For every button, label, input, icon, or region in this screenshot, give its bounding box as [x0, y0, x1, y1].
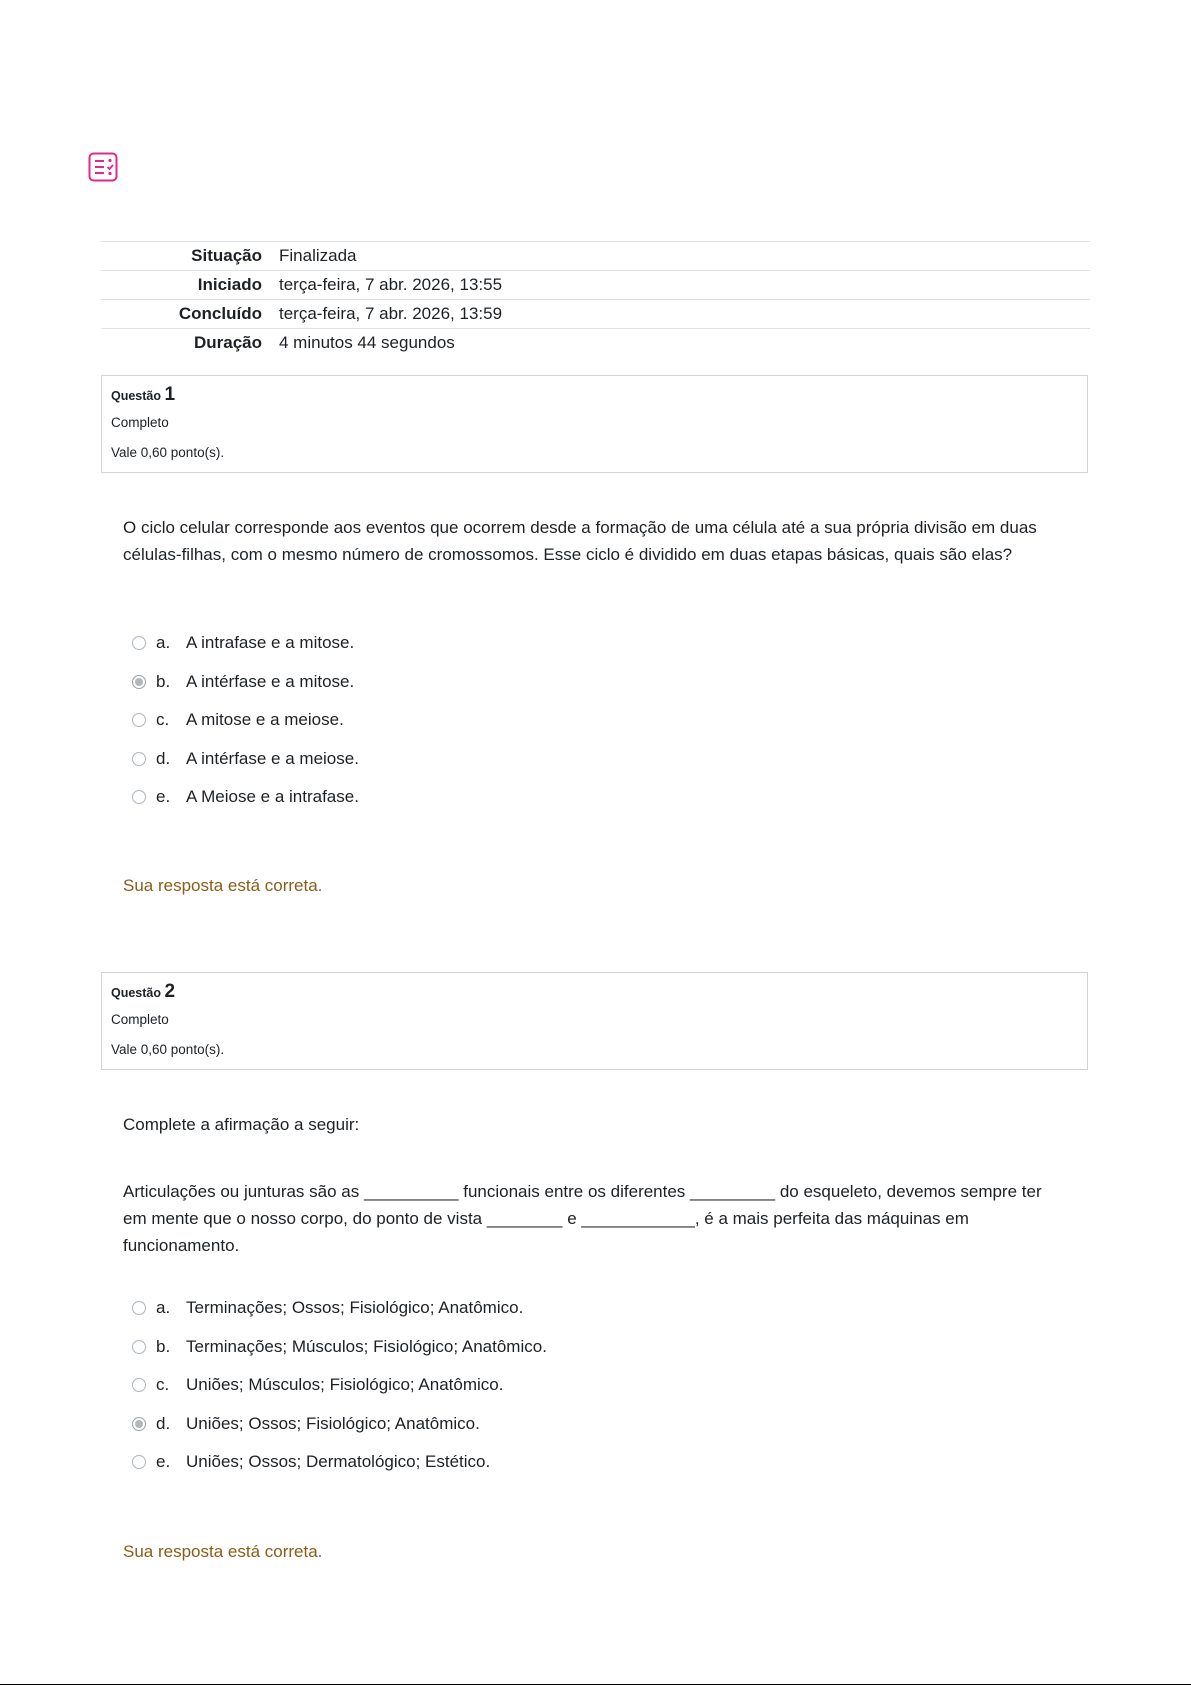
answer-option-b[interactable]	[132, 663, 359, 702]
answer-letter: c.	[156, 710, 170, 730]
answer-letter: d.	[156, 1413, 171, 1433]
question-info-box	[101, 375, 1088, 473]
summary-label: Concluído	[178, 304, 262, 323]
feedback-text: Sua resposta está correta.	[123, 876, 323, 895]
summary-label: Situação	[191, 246, 262, 265]
answer-letter: c.	[156, 1375, 170, 1395]
answer-option-d[interactable]	[132, 740, 359, 779]
radio-button-selected[interactable]	[132, 675, 146, 689]
summary-row-duracao	[101, 329, 1090, 358]
radio-button[interactable]	[132, 713, 146, 727]
answer-list	[132, 1289, 547, 1482]
feedback-text: Sua resposta está correta.	[123, 1542, 323, 1561]
question-text: Articulações ou junturas são as __________ funcionais entre os diferentes _________ do esqueleto, devemos sempre ter em mente que o nosso corpo, do ponto de vista ________ e ____________, é a mais perfeita das máquinas em funcionamento.	[123, 1182, 1042, 1255]
question-number	[111, 981, 175, 1003]
question-label: Questão	[111, 986, 162, 1000]
answer-text: A intérfase e a meiose.	[186, 748, 359, 768]
answer-list	[132, 624, 359, 817]
radio-button[interactable]	[132, 636, 146, 650]
question-text: O ciclo celular corresponde aos eventos que ocorrem desde a formação de uma célula até a sua própria divisão em duas células-filhas, com o mesmo número de cromossomos. Esse ciclo é dividido em duas etapas básicas, quais são elas?	[123, 518, 1037, 564]
answer-text: Uniões; Ossos; Fisiológico; Anatômico.	[186, 1413, 480, 1433]
summary-value: terça-feira, 7 abr. 2026, 13:55	[279, 275, 503, 294]
radio-button-selected[interactable]	[132, 1417, 146, 1431]
radio-button[interactable]	[132, 1340, 146, 1354]
radio-button[interactable]	[132, 1378, 146, 1392]
answer-letter: a.	[156, 1298, 171, 1318]
answer-text: Terminações; Ossos; Fisiológico; Anatômico.	[186, 1298, 524, 1318]
question-number-value: 2	[164, 981, 176, 1002]
summary-row-situacao	[101, 242, 1090, 271]
answer-letter: b.	[156, 671, 171, 691]
summary-label: Duração	[193, 333, 262, 353]
answer-letter: e.	[156, 1452, 171, 1472]
answer-text: A intrafase e a mitose.	[186, 633, 355, 653]
answer-option-e[interactable]	[132, 778, 359, 817]
summary-value: 4 minutos 44 segundos	[279, 333, 455, 353]
answer-text: A intérfase e a mitose.	[186, 671, 355, 691]
answer-option-a[interactable]	[132, 624, 359, 663]
summary-value: Finalizada	[279, 246, 357, 265]
summary-label: Iniciado	[197, 275, 262, 294]
question-number	[111, 384, 175, 406]
summary-row-concluido	[101, 300, 1090, 329]
answer-text: A mitose e a meiose.	[186, 710, 344, 730]
answer-letter: d.	[156, 748, 171, 768]
attempt-summary-table	[101, 241, 1090, 358]
answer-option-c[interactable]	[132, 1366, 547, 1405]
answer-letter: b.	[156, 1336, 171, 1356]
radio-button[interactable]	[132, 1301, 146, 1315]
question-label: Questão	[111, 389, 162, 403]
question-grade: Vale 0,60 ponto(s).	[111, 1042, 225, 1057]
question-intro: Complete a afirmação a seguir:	[123, 1115, 360, 1134]
answer-option-c[interactable]	[132, 701, 359, 740]
answer-text: Uniões; Ossos; Dermatológico; Estético.	[186, 1452, 491, 1472]
answer-letter: a.	[156, 633, 171, 653]
summary-row-iniciado	[101, 271, 1090, 300]
question-state: Completo	[111, 1012, 169, 1027]
radio-button[interactable]	[132, 752, 146, 766]
question-info-box	[101, 972, 1088, 1070]
answer-text: Terminações; Músculos; Fisiológico; Anatômico.	[186, 1336, 547, 1356]
quiz-list-icon	[88, 152, 118, 182]
question-grade: Vale 0,60 ponto(s).	[111, 445, 225, 460]
answer-letter: e.	[156, 787, 171, 807]
answer-option-b[interactable]	[132, 1328, 547, 1367]
summary-value: terça-feira, 7 abr. 2026, 13:59	[279, 304, 503, 323]
question-state: Completo	[111, 415, 169, 430]
answer-option-a[interactable]	[132, 1289, 547, 1328]
answer-option-e[interactable]	[132, 1443, 547, 1482]
radio-button[interactable]	[132, 1455, 146, 1469]
answer-text: A Meiose e a intrafase.	[186, 787, 359, 807]
question-number-value: 1	[164, 384, 176, 405]
answer-option-d[interactable]	[132, 1405, 547, 1444]
answer-text: Uniões; Músculos; Fisiológico; Anatômico.	[186, 1375, 504, 1395]
radio-button[interactable]	[132, 790, 146, 804]
